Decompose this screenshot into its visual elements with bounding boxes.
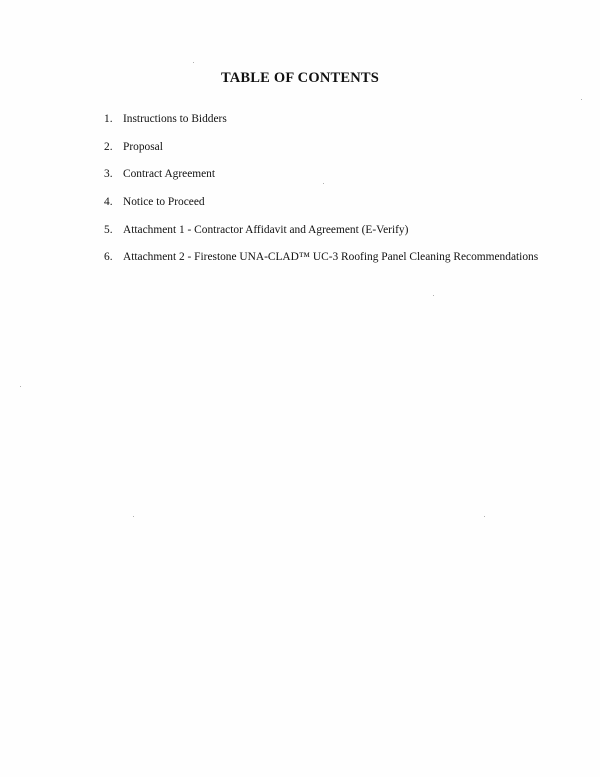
toc-item-number: 5. [104, 223, 113, 236]
table-of-contents-list [104, 113, 538, 279]
scan-speck [433, 295, 434, 296]
scan-speck [193, 62, 194, 63]
scan-speck [484, 516, 485, 517]
toc-item-proposal [104, 141, 538, 169]
scan-speck [323, 183, 324, 184]
toc-item-contract-agreement [104, 168, 538, 196]
toc-item-number: 6. [104, 251, 113, 264]
toc-item-number: 2. [104, 140, 113, 153]
toc-item-label: Attachment 1 - Contractor Affidavit and Agreement (E-Verify) [123, 223, 409, 236]
toc-item-instructions-to-bidders [104, 113, 538, 141]
scan-speck [133, 516, 134, 517]
scan-speck [20, 386, 21, 387]
toc-item-label: Notice to Proceed [123, 196, 205, 209]
toc-item-notice-to-proceed [104, 196, 538, 224]
toc-item-label: Proposal [123, 140, 163, 153]
scan-speck [581, 99, 582, 100]
toc-item-number: 4. [104, 196, 113, 209]
toc-item-attachment-1 [104, 224, 538, 252]
toc-item-label: Contract Agreement [123, 168, 216, 181]
toc-item-number: 3. [104, 168, 113, 181]
toc-item-attachment-2 [104, 251, 538, 279]
toc-item-number: 1. [104, 113, 113, 125]
toc-item-label: Attachment 2 - Firestone UNA-CLAD™ UC-3 Roofing Panel Cleaning Recommendations [123, 251, 539, 264]
toc-item-label: Instructions to Bidders [123, 113, 227, 125]
page-title: TABLE OF CONTENTS [220, 70, 380, 86]
